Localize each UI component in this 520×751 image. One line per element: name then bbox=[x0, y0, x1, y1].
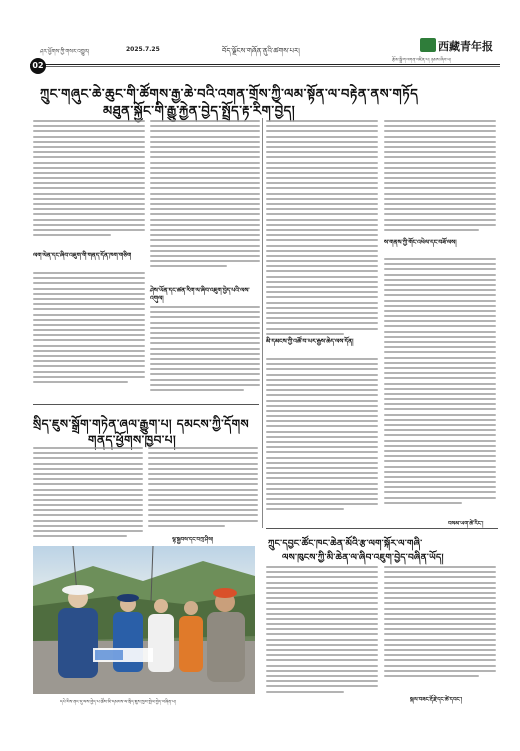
article1-column4 bbox=[384, 120, 496, 238]
third-headline-line2: ལས་ཁུངས་ཀྱི་མི་ཆེན་ལ་ཞིབ་འཇུག་བྱེད་བཞིན་ཡོད། bbox=[282, 553, 444, 563]
second-headline-line1: སྲིད་ཇུས་སྒྲོག་གཏེན་ཞལ་རྒྱུག་པ། དམངས་ཀྱི་དོགས bbox=[33, 417, 250, 431]
article3-column2 bbox=[384, 566, 496, 690]
editor-credit: རྩོམ་སྒྲིག་འགན་འཛིན་པ། ཉམས་ཞིབ་པ། bbox=[392, 58, 452, 63]
article1-subhead-c: མི་དམངས་ཀྱི་འཚོ་བ་ཡར་རྒྱས་ཆེད་ལས་དོན། bbox=[266, 338, 354, 345]
photo-caption: དཔེ་རིས་ནང་དུ་ལས་བྱེད་པ་ཚོས་མི་དམངས་ལ་སྲིད་ཇུས་ཁྱབ་སྤེལ་བྱེད་བཞིན་པ། bbox=[60, 700, 176, 705]
issue-date: 2025.7.25 bbox=[126, 46, 160, 53]
article1-column1-cont bbox=[33, 272, 145, 396]
article1-column2-cont bbox=[150, 306, 260, 396]
header-rule-thin bbox=[30, 66, 500, 67]
article1-column3 bbox=[266, 120, 378, 346]
section-label: ཤར་ཕྱོགས་ཀྱི་གསར་འགྱུར། bbox=[40, 49, 90, 55]
article2-column1 bbox=[33, 447, 143, 541]
news-photo bbox=[33, 546, 255, 694]
section-divider-left bbox=[33, 404, 259, 405]
newspaper-logo-text: 西藏青年报 bbox=[438, 40, 493, 53]
article3-column1 bbox=[266, 566, 378, 702]
article1-column2 bbox=[150, 120, 260, 276]
main-headline-line2: མཐུན་སྐྱོང་གི་རྒྱུ་རྐྱེན་བྱེད་སྤྲོད་རྟ་རིག་བྱེད། bbox=[103, 104, 296, 119]
article1-subhead-d: ས་གནས་ཀྱི་གོང་འཕེལ་དང་བཟོ་ལས། bbox=[384, 239, 457, 246]
article1-byline: བསམ་ཡག་ཚེ་རིང་། bbox=[448, 521, 484, 527]
main-headline-line1: ཀྲུང་གཞུང་ཆེ་ཆུང་གི་ཚོགས་རྒྱ་ཆེ་བའི་འགན་གྲོས་ཀྱི་ལམ་སྟོན་ལ་བརྟེན་ནས་གཏོད bbox=[40, 87, 419, 102]
article1-column4-cont bbox=[384, 258, 496, 508]
masthead-tibetan: བོད་ལྗོངས་གཞོན་ནུའི་ཚགས་པར། bbox=[222, 47, 300, 55]
newspaper-logo-icon bbox=[420, 38, 436, 52]
article3-byline: སྐལ་བཟང་རྡོ་རྗེ་དང་ཚེ་དབང་། bbox=[410, 697, 463, 703]
second-headline-line2: གནད་ཕྱོགས་ཁྱབ་པ། bbox=[88, 433, 177, 447]
article1-subhead-b: ཤེས་ཡོན་དང་ཚན་རིག་ལ་ཞིབ་འཇུག་བྱེད་པའི་ལས་འགུལ། bbox=[150, 287, 250, 302]
section-divider-right bbox=[266, 528, 498, 529]
article1-column1 bbox=[33, 120, 145, 244]
article1-subhead-a: ལག་ལེན་དང་ཞིབ་འཇུག་གི་གནད་དོན་ཁག་གཅིག bbox=[33, 252, 132, 259]
third-headline-line1: ཀྲུང་དབྱང་ཚོང་ཁང་ཆེན་མོའི་རྩ་ལག་སྐོར་ལ་གཞི་ bbox=[268, 539, 423, 549]
article1-column3-cont bbox=[266, 358, 378, 518]
news-photo-illustration bbox=[33, 546, 255, 694]
header-rule bbox=[30, 64, 500, 65]
article2-column2 bbox=[148, 447, 258, 531]
column-divider bbox=[262, 118, 263, 528]
page-number-badge: 02 bbox=[30, 58, 46, 74]
article2-byline: ལྷ་སྐྱབས་དང་བཀྲ་ཤིས། bbox=[172, 537, 214, 543]
